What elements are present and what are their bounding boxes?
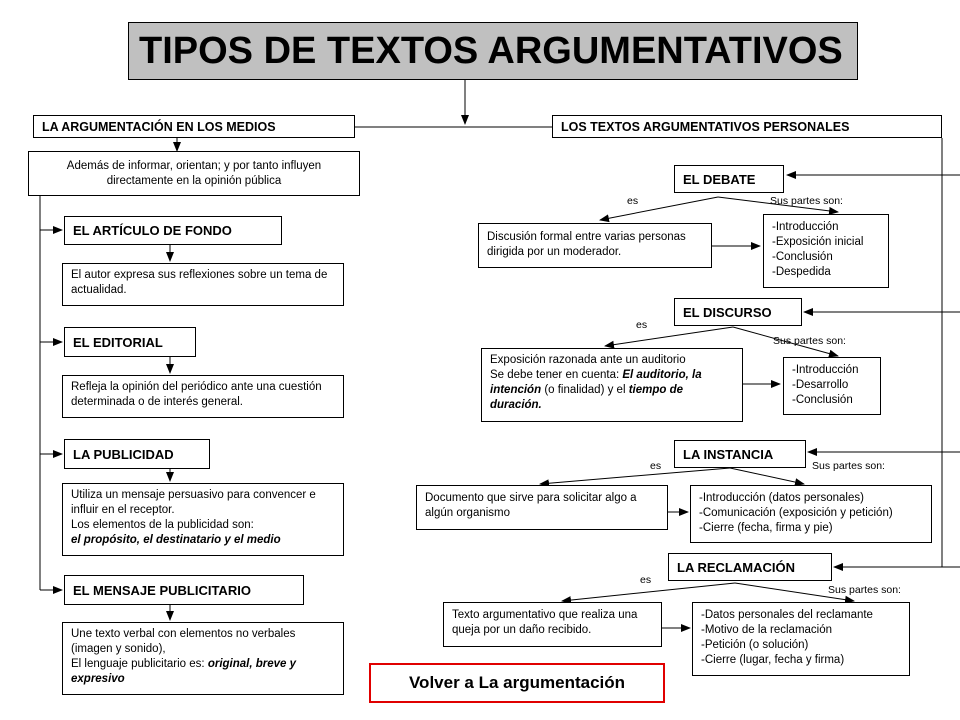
discurso-definition [481,348,743,422]
discurso-parts-label: Sus partes son: [773,335,846,347]
reclamacion-es-label: es [640,574,652,586]
discurso-def-3: El auditorio, la intención [490,369,702,396]
page-title: TIPOS DE TEXTOS ARGUMENTATIVOS [128,22,858,80]
debate-title: EL DEBATE [674,165,784,193]
mensaje-text [62,622,344,695]
editorial-text: Refleja la opinión del periódico ante una cuestión determinada o de interés general. [62,375,344,418]
reclamacion-part: -Petición (o solución) [701,639,809,651]
discurso-part: -Conclusión [792,394,853,406]
publicidad-title: LA PUBLICIDAD [64,439,210,469]
media-header: LA ARGUMENTACIÓN EN LOS MEDIOS [33,115,355,138]
discurso-part: -Introducción [792,364,859,376]
publicidad-text-1: Utiliza un mensaje persuasivo para convencer e influir en el receptor. [71,489,316,516]
publicidad-elements: el propósito, el destinatario y el medio [71,534,281,546]
instancia-parts-label: Sus partes son: [812,460,885,472]
publicidad-text [62,483,344,556]
discurso-es-label: es [636,319,648,331]
debate-part: -Conclusión [772,251,833,263]
discurso-def-4: (o finalidad) y el [541,384,629,396]
debate-part: -Exposición inicial [772,236,864,248]
discurso-title: EL DISCURSO [674,298,802,326]
reclamacion-part: -Cierre (lugar, fecha y firma) [701,654,845,666]
debate-parts-label: Sus partes son: [770,195,843,207]
reclamacion-part: -Datos personales del reclamante [701,609,873,621]
reclamacion-definition: Texto argumentativo que realiza una queja por un daño recibido. [443,602,662,647]
mensaje-text-2: El lenguaje publicitario es: [71,658,208,670]
reclamacion-parts [692,602,910,676]
mensaje-text-1: Une texto verbal con elementos no verbales (imagen y sonido), [71,628,296,655]
debate-definition: Discusión formal entre varias personas dirigida por un moderador. [478,223,712,268]
debate-es-label: es [627,195,639,207]
articulo-title: EL ARTÍCULO DE FONDO [64,216,282,245]
discurso-def-2: Se debe tener en cuenta: [490,369,623,381]
mensaje-title: EL MENSAJE PUBLICITARIO [64,575,304,605]
instancia-definition: Documento que sirve para solicitar algo a algún organismo [416,485,668,530]
debate-part: -Introducción [772,221,839,233]
reclamacion-part: -Motivo de la reclamación [701,624,833,636]
instancia-title: LA INSTANCIA [674,440,806,468]
discurso-part: -Desarrollo [792,379,849,391]
reclamacion-title: LA RECLAMACIÓN [668,553,832,581]
mensaje-features: original, breve y expresivo [71,658,297,685]
instancia-es-label: es [650,460,662,472]
debate-part: -Despedida [772,266,831,278]
debate-parts [763,214,889,288]
media-intro: Además de informar, orientan; y por tanto influyen directamente en la opinión pública [28,151,360,196]
reclamacion-parts-label: Sus partes son: [828,584,901,596]
discurso-def-5: tiempo de duración. [490,384,684,411]
instancia-part: -Introducción (datos personales) [699,492,864,504]
publicidad-text-2: Los elementos de la publicidad son: [71,519,254,531]
personal-header: LOS TEXTOS ARGUMENTATIVOS PERSONALES [552,115,942,138]
discurso-def-1: Exposición razonada ante un auditorio [490,354,686,366]
editorial-title: EL EDITORIAL [64,327,196,357]
instancia-part: -Cierre (fecha, firma y pie) [699,522,833,534]
discurso-parts [783,357,881,415]
instancia-part: -Comunicación (exposición y petición) [699,507,893,519]
back-to-argumentation-link[interactable]: Volver a La argumentación [369,663,665,703]
articulo-text: El autor expresa sus reflexiones sobre un tema de actualidad. [62,263,344,306]
instancia-parts [690,485,932,543]
